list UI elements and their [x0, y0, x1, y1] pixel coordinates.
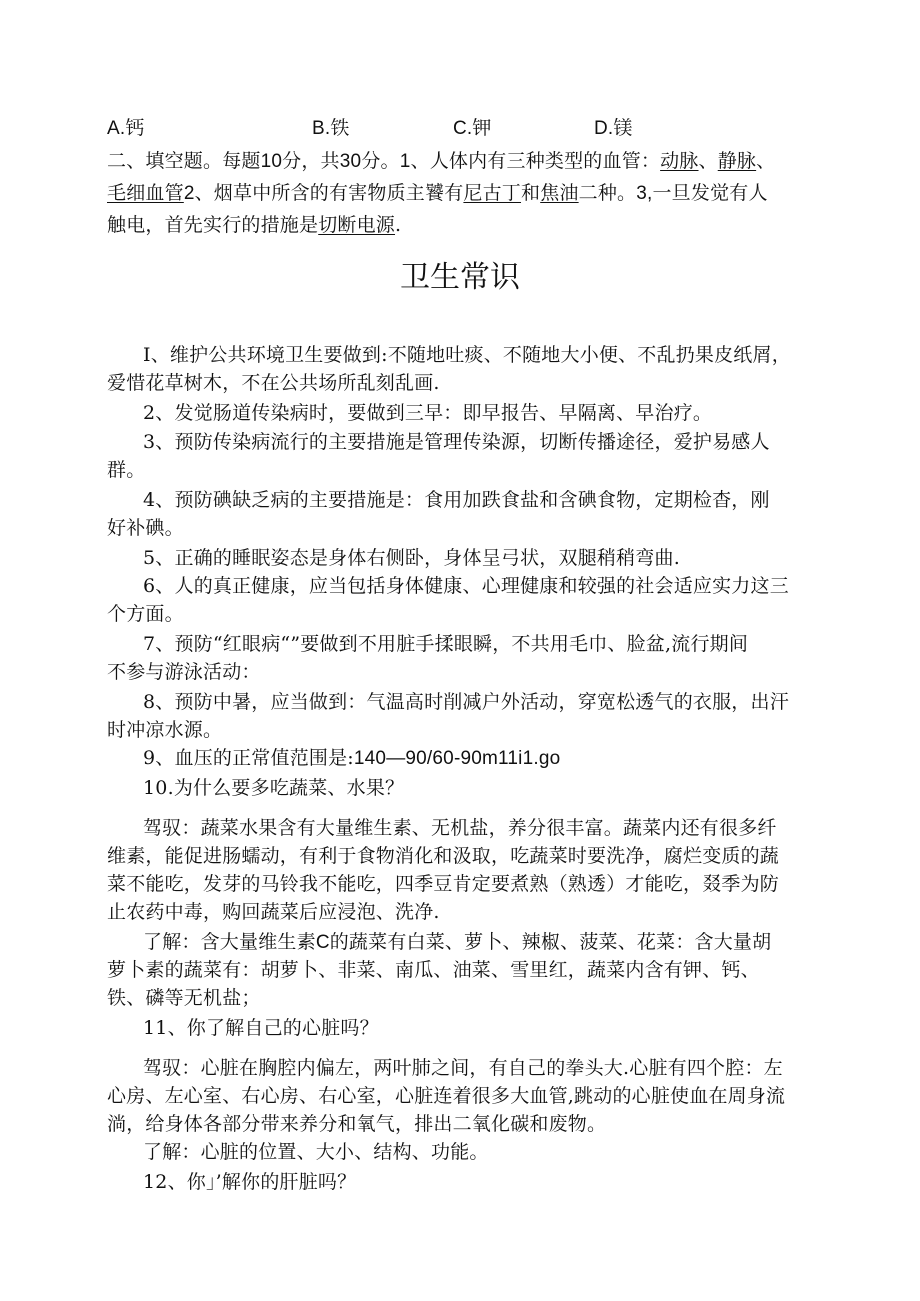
paragraph-line: 铁、磷等无机盐；	[107, 987, 261, 1009]
paragraph-line: 7、预防“红眼病“”要做到不用脏手揉眼瞬，不共用毛巾、脸盆,流行期间	[143, 633, 749, 655]
option-b: B.铁	[312, 118, 350, 139]
paragraph-line: 时冲凉水源。	[107, 719, 223, 741]
paragraph-line: 12、你」’解你的肝脏吗？	[143, 1171, 357, 1193]
text: 二种。	[578, 182, 637, 204]
paragraph-line: 11、你了解自己的心脏吗？	[143, 1017, 379, 1039]
text: 触电，首先实行的措施是	[107, 214, 319, 236]
option-d: D.镁	[594, 118, 633, 139]
paragraph-line: 4、预防碘缺乏病的主要措施是：食用加跌食盐和含碘食物，定期检杳，刚	[143, 489, 770, 511]
text: 1	[399, 151, 411, 172]
text: 和	[521, 182, 541, 204]
text: 一旦发觉有人	[652, 182, 768, 204]
fill-blank-line-1	[107, 148, 813, 175]
paragraph-line: 不参与游泳活动：	[107, 661, 261, 683]
page-title: 卫生常识	[400, 260, 520, 295]
paragraph-line: 驾驭：心脏在胸腔内偏左，两叶肺之间，有自己的拳头大.心脏有四个腔：左	[143, 1057, 783, 1079]
text: 、人体内有三种类型的血管：	[410, 150, 661, 172]
paragraph-line: 好补碘。	[107, 517, 184, 539]
paragraph-line: 群。	[107, 459, 146, 481]
paragraph-line: 8、预防中暑，应当做到：气温高时削减户外活动，穿宽松透气的衣服，出汗	[143, 691, 789, 713]
text: 3,	[636, 183, 653, 204]
answer-nicotine: 尼古丁	[463, 182, 522, 204]
paragraph-line: 5、正确的睡眠姿态是身体右侧卧，身体呈弓状，双腿稍稍弯曲.	[143, 547, 680, 569]
paragraph-line: 萝卜素的蔬菜有：胡萝卜、非菜、南瓜、油菜、雪里红，蔬菜内含有钾、钙、	[107, 959, 760, 981]
text: 、	[698, 150, 718, 172]
fill-blank-line-2	[107, 180, 813, 207]
paragraph-line: 菜不能吃，发芽的马铃我不能吃，四季豆肯定要煮熟（熟透）才能吃，叕季为防	[107, 873, 780, 895]
paragraph-line: 心房、左心室、右心房、右心室，心脏连着很多大血管,跳动的心脏使血在周身流	[107, 1085, 786, 1107]
paragraph-line: 10.为什么要多吃蔬菜、水果？	[143, 777, 405, 799]
paragraph-line: 爱惜花草树木，不在公共场所乱刻乱画.	[107, 372, 440, 394]
text: C	[315, 932, 330, 953]
text: .	[395, 214, 402, 236]
text: 10	[260, 151, 283, 172]
text: 9、血压的正常值范围是:	[143, 747, 354, 769]
answer-artery: 动脉	[660, 150, 699, 172]
text: 140—90/60-90m11i1.go	[353, 748, 561, 769]
paragraph-line	[143, 745, 849, 772]
paragraph-line: 了解：心脏的位置、大小、结构、功能。	[143, 1141, 489, 1163]
paragraph-line: I、维护公共环境卫生要做到:不随地吐痰、不随地大小便、不乱扔果皮纸屑，	[143, 344, 791, 366]
paragraph-line: 2、发觉肠道传染病时，要做到三早：即早报告、早隔离、早治疗。	[143, 402, 713, 424]
answer-vein: 静脉	[717, 150, 757, 172]
paragraph-line: 个方面。	[107, 603, 184, 625]
text: 30	[339, 151, 362, 172]
text: 分，共	[282, 150, 340, 172]
text: 的蔬菜有白菜、萝卜、辣椒、菠菜、花菜：含大量胡	[329, 931, 772, 953]
option-a: A.钙	[107, 118, 145, 139]
text: 二、填空题。每题	[107, 150, 261, 172]
fill-blank-line-3	[107, 212, 813, 238]
paragraph-line: 淌，给身体各部分带来养分和氧气，排出二氧化碳和废物。	[107, 1113, 607, 1135]
answer-tar: 焦油	[540, 182, 579, 204]
text: 、烟草中所含的有害物质主饕有	[194, 182, 464, 204]
answer-capillary: 毛细血管	[107, 182, 184, 204]
text: 、	[756, 150, 776, 172]
options-row	[107, 116, 813, 142]
paragraph-line: 维素，能促进肠蠕动，有利于食物消化和汲取，吃蔬菜时要洗净，腐烂变质的蔬	[107, 845, 780, 867]
paragraph-line: 3、预防传染病流行的主要措施是管理传染源，切断传播途径，爱护易感人	[143, 431, 770, 453]
answer-power: 切断电源	[318, 214, 396, 236]
text: 了解：含大量维生素	[143, 931, 316, 953]
paragraph-line	[143, 929, 849, 956]
text: 2	[183, 183, 195, 204]
paragraph-line: 止农药中毒，购回蔬菜后应浸泡、洗净.	[107, 901, 440, 923]
paragraph-line: 驾驭：蔬菜水果含有大量维生素、无机盐，养分很丰富。蔬菜内还有很多纤	[143, 817, 777, 839]
option-c: C.钾	[453, 118, 492, 139]
text: 分。	[361, 150, 400, 172]
paragraph-line: 6、人的真正健康，应当包括身体健康、心理健康和较强的社会适应实力这三	[143, 575, 789, 597]
